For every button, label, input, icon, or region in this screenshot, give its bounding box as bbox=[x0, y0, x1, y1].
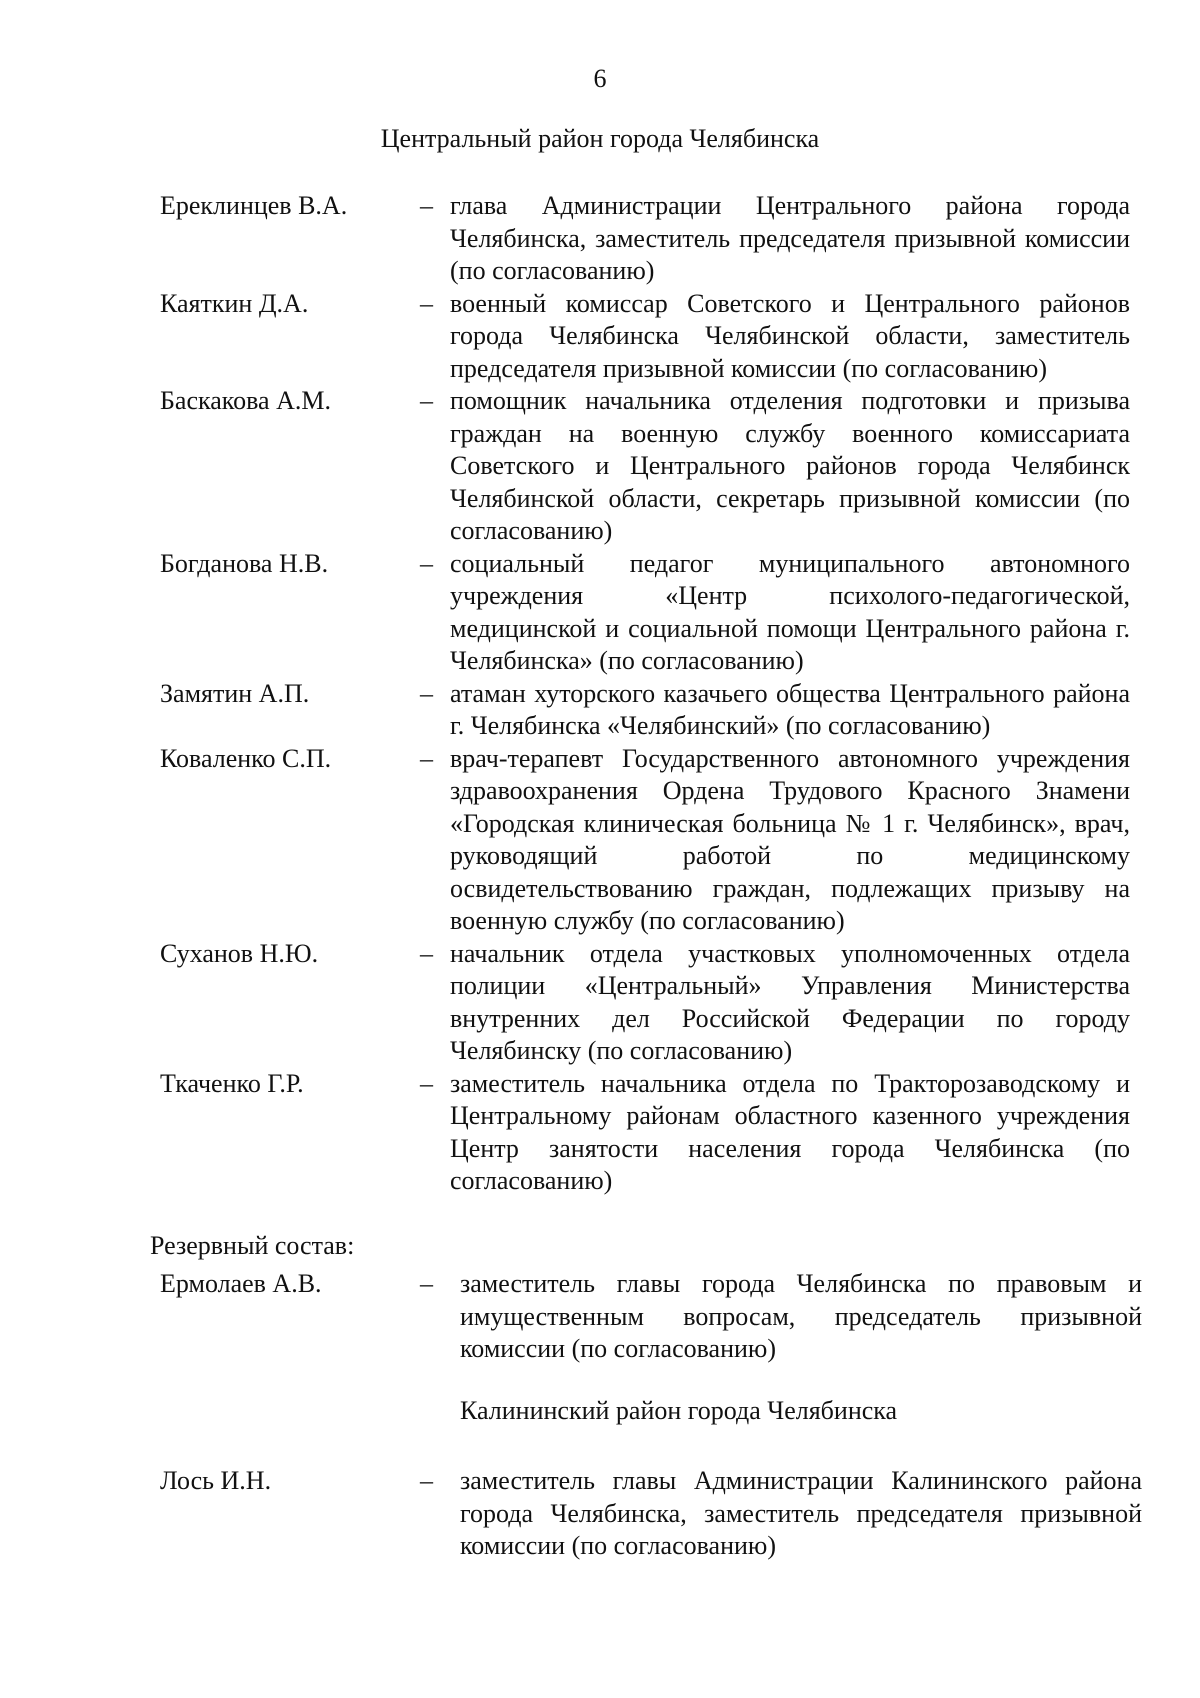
member-description: социальный педагог муниципального автономного учреждения «Центр психолого-педагогической, медицинской и социальной помощи Центрального района г. Челябинска» (по согласованию) bbox=[450, 548, 1130, 675]
member-dash: – bbox=[420, 1466, 433, 1495]
member-name: Коваленко С.П. bbox=[160, 743, 332, 773]
page-number: 6 bbox=[593, 64, 607, 93]
member-name: Каяткин Д.А. bbox=[160, 288, 309, 318]
members-list bbox=[160, 190, 1130, 1198]
member-dash: – bbox=[420, 548, 433, 578]
member-entry bbox=[160, 288, 1130, 386]
member-entry bbox=[160, 385, 1130, 548]
member-dash: – bbox=[420, 938, 433, 968]
member-name: Замятин А.П. bbox=[160, 678, 310, 708]
member-description: заместитель главы Администрации Калининского района города Челябинска, заместитель председателя призывной комиссии (по согласованию) bbox=[460, 1466, 1142, 1560]
member-entry bbox=[160, 678, 1130, 743]
member-dash: – bbox=[420, 191, 433, 220]
member-description: военный комиссар Советского и Центрального районов города Челябинска Челябинской области, заместитель председателя призывной комиссии (по согласованию) bbox=[450, 288, 1130, 383]
member-description: глава Администрации Центрального района города Челябинска, заместитель председателя призывной комиссии (по согласованию) bbox=[450, 191, 1130, 285]
member-description: врач-терапевт Государственного автономного учреждения здравоохранения Ордена Трудового Красного Знамени «Городская клиническая больница № 1 г. Челябинск», врач, руководящий работой по медицинскому освидетельствованию граждан, подлежащих призыву на военную службу (по согласованию) bbox=[450, 743, 1130, 935]
member-description: начальник отдела участковых уполномоченных отдела полиции «Центральный» Управления Министерства внутренних дел Российской Федерации по городу Челябинску (по согласованию) bbox=[450, 938, 1130, 1065]
member-dash: – bbox=[420, 678, 433, 708]
member-entry bbox=[160, 743, 1130, 938]
member-dash: – bbox=[420, 386, 433, 415]
member-description: помощник начальника отделения подготовки и призыва граждан на военную службу военного комиссариата Советского и Центрального районов города Челябинск Челябинской области, секретарь призывной комиссии (по согласованию) bbox=[450, 386, 1130, 545]
member-name: Суханов Н.Ю. bbox=[160, 938, 319, 968]
member-description: заместитель главы города Челябинска по правовым и имущественным вопросам, председатель призывной комиссии (по согласованию) bbox=[460, 1269, 1142, 1363]
member-name: Лось И.Н. bbox=[160, 1466, 272, 1495]
member-dash: – bbox=[420, 288, 433, 318]
member-entry bbox=[160, 1465, 1142, 1563]
reserve-members-list bbox=[160, 1268, 1142, 1366]
member-name: Баскакова А.М. bbox=[160, 386, 331, 415]
member-entry bbox=[160, 548, 1130, 678]
member-entry bbox=[160, 190, 1130, 288]
member-entry bbox=[160, 938, 1130, 1068]
member-description: атаман хуторского казачьего общества Центрального района г. Челябинска «Челябинский» (по согласованию) bbox=[450, 678, 1130, 740]
member-description: заместитель начальника отдела по Тракторозаводскому и Центральному районам областного казенного учреждения Центр занятости населения города Челябинска (по согласованию) bbox=[450, 1068, 1130, 1195]
member-dash: – bbox=[420, 1068, 433, 1098]
member-dash: – bbox=[420, 743, 433, 773]
member-name: Богданова Н.В. bbox=[160, 548, 329, 578]
reserve-label: Резервный состав: bbox=[150, 1231, 355, 1260]
reserve-member-entry bbox=[160, 1268, 1142, 1366]
section-title: Центральный район города Челябинска bbox=[380, 124, 820, 153]
member-entry bbox=[160, 1068, 1130, 1198]
member-name: Ермолаев А.В. bbox=[160, 1269, 322, 1298]
section-title-2: Калининский район города Челябинска bbox=[460, 1396, 898, 1425]
member-dash: – bbox=[420, 1269, 433, 1298]
members-list-2 bbox=[160, 1465, 1142, 1563]
member-name: Ереклинцев В.А. bbox=[160, 191, 348, 220]
member-name: Ткаченко Г.Р. bbox=[160, 1068, 304, 1098]
